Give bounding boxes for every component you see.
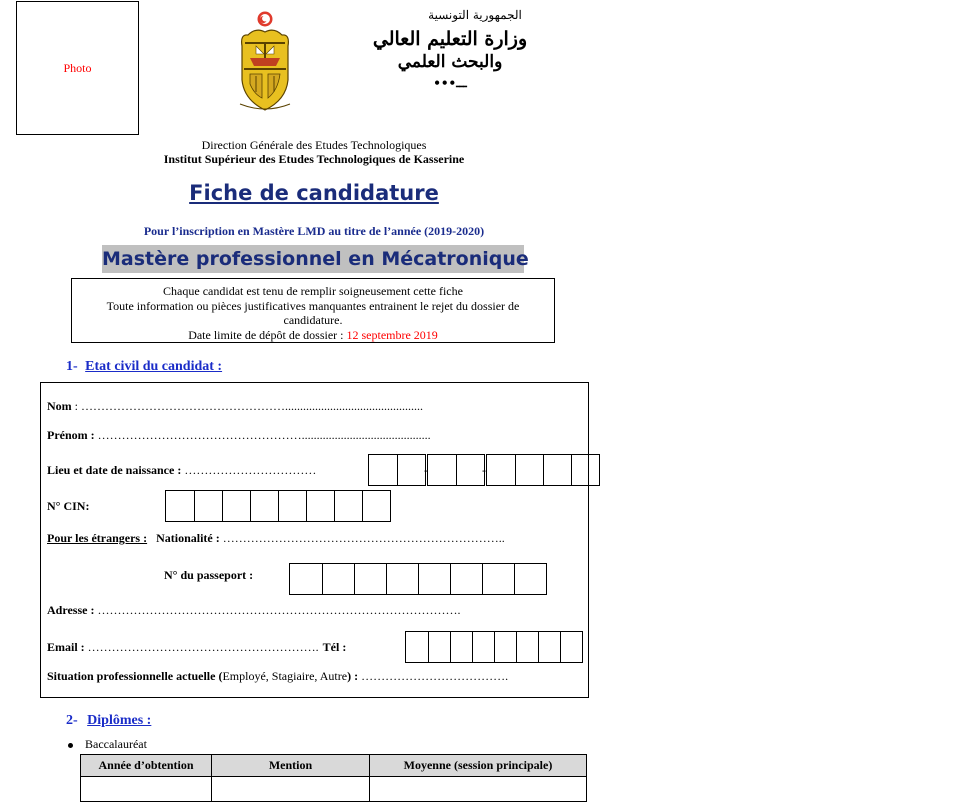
page-subtitle: Pour l’inscription en Mastère LMD au titre de l’année (2019-2020) xyxy=(143,224,485,238)
deadline-label: Date limite de dépôt de dossier : xyxy=(188,327,347,342)
lieu-naissance-field[interactable]: …………………………… xyxy=(181,463,317,477)
etrangers-row xyxy=(47,531,505,546)
bac-list-item xyxy=(68,737,147,752)
adresse-row xyxy=(47,603,460,618)
direction-line: Direction Générale des Etudes Technologiques xyxy=(201,138,427,152)
nom-row xyxy=(47,399,423,414)
passeport-label: N° du passeport : xyxy=(164,568,254,582)
bac-label: Baccalauréat xyxy=(85,737,147,751)
naissance-row xyxy=(47,463,316,478)
nationalite-label: Nationalité : xyxy=(156,531,220,545)
tel-label: Tél : xyxy=(322,640,347,654)
deadline-value: 12 septembre 2019 xyxy=(346,327,438,342)
prenom-row xyxy=(47,428,431,443)
section2-title: Diplômes : xyxy=(87,713,152,728)
photo-label: Photo xyxy=(63,60,92,75)
arabic-ministry: وزارة التعليم العالي xyxy=(372,28,528,50)
adresse-label: Adresse : xyxy=(47,603,95,617)
arabic-republic: الجمهورية التونسية xyxy=(428,8,522,22)
table-row xyxy=(81,777,587,802)
tunisia-emblem-icon xyxy=(236,10,294,112)
cell-mention[interactable] xyxy=(212,777,370,802)
arabic-research: والبحث العلمي xyxy=(397,52,503,72)
situation-options: Employé, Stagiaire, Autre xyxy=(222,669,348,683)
notice-line2: Toute information ou pièces justificatives manquantes entrainent le rejet du dossier de xyxy=(106,298,520,313)
naissance-label: Lieu et date de naissance : xyxy=(47,463,182,477)
nom-field[interactable]: : …………………………………………….............................................. xyxy=(71,399,424,413)
date-dash-1: - xyxy=(424,463,428,477)
header-moyenne: Moyenne (session principale) xyxy=(370,755,587,777)
arabic-ornament: ـــ••• xyxy=(433,76,467,90)
master-title: Mastère professionnel en Mécatronique xyxy=(102,245,524,273)
email-label: Email : xyxy=(47,640,85,654)
header-mention: Mention xyxy=(212,755,370,777)
etrangers-label: Pour les étrangers : xyxy=(47,531,148,545)
header-annee: Année d’obtention xyxy=(81,755,212,777)
bullet-icon xyxy=(68,743,73,748)
table-header-row xyxy=(81,755,587,777)
section1-number: 1- xyxy=(66,359,78,374)
notice-line1: Chaque candidat est tenu de remplir soigneusement cette fiche xyxy=(163,284,463,298)
bac-table xyxy=(80,754,587,802)
cin-label: N° CIN: xyxy=(47,499,90,513)
nom-label: Nom xyxy=(47,399,72,413)
section1-title: Etat civil du candidat : xyxy=(85,359,223,374)
section2-number: 2- xyxy=(66,713,78,728)
cin-row xyxy=(47,499,89,514)
institute-line: Institut Supérieur des Etudes Technologiques de Kasserine xyxy=(163,152,465,166)
section1-heading xyxy=(66,359,222,375)
situation-end: ) : xyxy=(347,669,359,683)
arabic-header xyxy=(350,8,550,90)
photo-box xyxy=(16,1,139,135)
birth-month-boxes[interactable] xyxy=(427,454,485,486)
birth-year-boxes[interactable] xyxy=(486,454,600,486)
prenom-label: Prénom : xyxy=(47,428,95,442)
situation-field[interactable]: ………………………………. xyxy=(358,669,509,683)
notice-box xyxy=(71,278,555,343)
passeport-row xyxy=(164,568,253,583)
situation-row xyxy=(47,669,508,684)
adresse-field[interactable]: ………………………………………………………………………………. xyxy=(94,603,461,617)
notice-deadline xyxy=(72,328,554,343)
cell-moyenne[interactable] xyxy=(370,777,587,802)
prenom-field[interactable]: ……………………………………………........................................... xyxy=(94,428,431,442)
cin-boxes[interactable] xyxy=(165,490,391,522)
cell-annee[interactable] xyxy=(81,777,212,802)
notice-line3: candidature. xyxy=(283,313,343,327)
page-title: Fiche de candidature xyxy=(189,181,439,205)
etat-civil-form xyxy=(40,382,589,698)
email-field[interactable]: …………………………………………………. xyxy=(84,640,319,654)
email-row xyxy=(47,640,346,655)
section2-heading xyxy=(66,713,151,729)
situation-label: Situation professionnelle actuelle ( xyxy=(47,669,223,683)
date-dash-2: - xyxy=(482,463,486,477)
birth-day-boxes[interactable] xyxy=(368,454,426,486)
nationalite-field[interactable]: …………………………………………………………….. xyxy=(219,531,505,545)
passeport-boxes[interactable] xyxy=(289,563,547,595)
tel-boxes[interactable] xyxy=(405,631,583,663)
